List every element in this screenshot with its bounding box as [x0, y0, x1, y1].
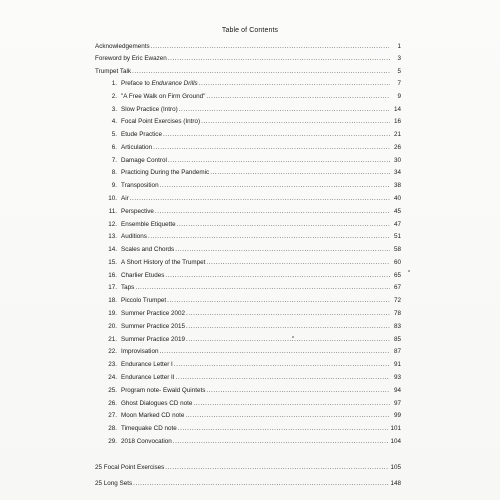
dot-leader [176, 373, 390, 383]
page-number: 60 [393, 259, 401, 266]
dot-leader [173, 437, 390, 447]
dot-leader [206, 386, 390, 396]
dot-leader [135, 283, 390, 293]
entry-title: Summer Practice 2002 [121, 310, 186, 317]
entry-title: A Short History of the Trumpet [121, 259, 206, 266]
page-number: 26 [393, 144, 401, 151]
page-number: 93 [393, 374, 401, 381]
toc-entry-chapter[interactable] [99, 335, 401, 345]
entry-number: 8. [111, 169, 117, 176]
entry-title: Charlier Etudes [121, 272, 165, 279]
dot-leader [148, 232, 390, 242]
toc-entry-chapter[interactable] [99, 322, 401, 332]
entry-title: Summer Practice 2019 [121, 336, 186, 343]
entry-title: Moon Marked CD note [121, 412, 185, 419]
toc-entry-chapter[interactable] [99, 232, 401, 242]
page-number: 148 [390, 480, 401, 487]
page-number: 5 [397, 68, 401, 75]
entry-title: 25 Focal Point Exercises [95, 464, 165, 471]
dot-leader [179, 105, 390, 115]
toc-entry-front[interactable] [95, 54, 401, 64]
toc-entry-chapter[interactable] [99, 207, 401, 217]
entry-title: 2018 Convocation [121, 438, 172, 445]
dot-leader [177, 220, 390, 230]
entry-number: 4. [111, 118, 117, 125]
dot-leader [168, 54, 390, 64]
entry-number: 27. [108, 412, 117, 419]
dot-leader [186, 335, 390, 345]
toc-entry-chapter[interactable] [99, 399, 401, 409]
page-number: 30 [393, 157, 401, 164]
page-number: 72 [393, 297, 401, 304]
page-number: 40 [393, 195, 401, 202]
entry-number: 22. [108, 348, 117, 355]
entry-title: Articulation [121, 144, 153, 151]
toc-entry-chapter[interactable] [99, 245, 401, 255]
entry-number: 6. [111, 144, 117, 151]
toc-entry-chapter[interactable] [99, 92, 401, 102]
toc-entry-chapter[interactable] [99, 143, 401, 153]
page-number: 34 [393, 169, 401, 176]
entry-title: Auditions [121, 233, 147, 240]
entry-number: 26. [108, 400, 117, 407]
page-number: 47 [393, 221, 401, 228]
entry-title: Etude Practice [121, 131, 162, 138]
entry-title: Focal Point Exercises (Intro) [121, 118, 201, 125]
dot-leader [159, 347, 390, 357]
toc-entry-chapter[interactable] [99, 130, 401, 140]
page-number: 45 [393, 208, 401, 215]
toc-entry-front[interactable] [95, 42, 401, 52]
entry-number: 29. [108, 438, 117, 445]
toc-entry-chapter[interactable] [99, 181, 401, 191]
entry-number: 25. [108, 387, 117, 394]
toc-entry-front[interactable] [95, 67, 401, 77]
toc-entry-chapter[interactable] [99, 194, 401, 204]
toc-entry-chapter[interactable] [99, 437, 401, 447]
scan-speck [408, 270, 410, 272]
entry-title: Slow Practice (Intro) [121, 106, 178, 113]
dot-leader [155, 207, 390, 217]
entry-title: 25 Long Sets [95, 480, 133, 487]
dot-leader [210, 168, 390, 178]
dot-leader [151, 42, 390, 52]
dot-leader [160, 181, 390, 191]
entry-title: Taps [121, 284, 135, 291]
entry-title: Foreword by Eric Ewazen [95, 55, 167, 62]
entry-title: Ensemble Etiquette [121, 221, 176, 228]
toc-entry-chapter[interactable] [99, 105, 401, 115]
page-title: Table of Contents [221, 27, 279, 34]
entry-title: Preface to Endurance Drills [121, 80, 198, 87]
dot-leader [199, 79, 390, 89]
toc-entry-chapter[interactable] [99, 168, 401, 178]
page-number: 105 [390, 464, 401, 471]
toc-entry-chapter[interactable] [99, 309, 401, 319]
toc-entry-chapter[interactable] [99, 117, 401, 127]
page-number: 101 [390, 425, 401, 432]
dot-leader [178, 424, 390, 434]
entry-number: 17. [108, 284, 117, 291]
toc-entry-chapter[interactable] [99, 283, 401, 293]
dot-leader [206, 258, 390, 268]
toc-entry-chapter[interactable] [99, 271, 401, 281]
dot-leader [153, 143, 390, 153]
dot-leader [167, 296, 390, 306]
entry-title: Transposition [121, 182, 159, 189]
entry-number: 18. [108, 297, 117, 304]
page-number: 51 [393, 233, 401, 240]
dot-leader [186, 309, 390, 319]
page-number: 14 [393, 106, 401, 113]
toc-entry-back[interactable] [95, 463, 401, 473]
dot-leader [193, 399, 390, 409]
page-number: 91 [393, 361, 401, 368]
toc-entry-chapter[interactable] [99, 360, 401, 370]
toc-entry-chapter[interactable] [99, 220, 401, 230]
toc-entry-chapter[interactable] [99, 79, 401, 89]
page-number: 3 [397, 55, 401, 62]
entry-title: Perspective [121, 208, 154, 215]
dot-leader [185, 411, 390, 421]
entry-title: Trumpet Talk [95, 68, 132, 75]
toc-entry-back[interactable] [95, 479, 401, 489]
dot-leader [206, 92, 390, 102]
page-number: 104 [390, 438, 401, 445]
dot-leader [165, 463, 389, 473]
scan-speck [292, 336, 294, 338]
entry-number: 19. [108, 310, 117, 317]
entry-number: 16. [108, 272, 117, 279]
entry-title: Timequake CD note [121, 425, 177, 432]
entry-number: 9. [111, 182, 117, 189]
page-number: 58 [393, 246, 401, 253]
entry-number: 7. [111, 157, 117, 164]
page-number: 9 [397, 93, 401, 100]
entry-title: "A Free Walk on Firm Ground" [121, 93, 206, 100]
entry-number: 28. [108, 425, 117, 432]
entry-number: 3. [111, 106, 117, 113]
entry-title: Piccolo Trumpet [121, 297, 167, 304]
toc-entry-chapter[interactable] [99, 424, 401, 434]
page-number: 78 [393, 310, 401, 317]
toc-entry-chapter[interactable] [99, 156, 401, 166]
entry-number: 24. [108, 374, 117, 381]
toc-entry-chapter[interactable] [99, 411, 401, 421]
page-number: 83 [393, 323, 401, 330]
dot-leader [132, 67, 390, 77]
page-number: 97 [393, 400, 401, 407]
entry-number: 20. [108, 323, 117, 330]
entry-number: 23. [108, 361, 117, 368]
page-number: 85 [393, 336, 401, 343]
dot-leader [133, 479, 389, 489]
entry-title: Improvisation [121, 348, 159, 355]
entry-number: 11. [108, 208, 117, 215]
entry-title: Summer Practice 2015 [121, 323, 186, 330]
dot-leader [186, 322, 390, 332]
dot-leader [165, 271, 390, 281]
page-number: 1 [397, 43, 401, 50]
page-number: 87 [393, 348, 401, 355]
toc-entry-chapter[interactable] [99, 258, 401, 268]
entry-number: 12. [108, 221, 117, 228]
entry-title: Scales and Chords [121, 246, 175, 253]
entry-number: 5. [111, 131, 117, 138]
entry-title: Acknowledgements [95, 43, 150, 50]
entry-title: Endurance Letter II [121, 374, 175, 381]
page-number: 67 [393, 284, 401, 291]
toc-entry-chapter[interactable] [99, 386, 401, 396]
page-number: 21 [393, 131, 401, 138]
entry-number: 21. [108, 336, 117, 343]
entry-title: Damage Control [121, 157, 167, 164]
page-number: 99 [393, 412, 401, 419]
dot-leader [201, 117, 390, 127]
entry-title: Endurance Letter I [121, 361, 173, 368]
entry-title: Program note- Ewald Quintets [121, 387, 206, 394]
toc-entry-chapter[interactable] [99, 347, 401, 357]
toc-entry-chapter[interactable] [99, 373, 401, 383]
page-number: 94 [393, 387, 401, 394]
entry-number: 2. [111, 93, 117, 100]
entry-title: Ghost Dialogues CD note [121, 400, 193, 407]
entry-number: 15. [108, 259, 117, 266]
dot-leader [130, 194, 390, 204]
page-number: 65 [393, 272, 401, 279]
entry-number: 13. [108, 233, 117, 240]
entry-number: 10. [108, 195, 117, 202]
page-number: 16 [393, 118, 401, 125]
dot-leader [174, 360, 390, 370]
entry-title: Practicing During the Pandemic [121, 169, 210, 176]
toc-entry-chapter[interactable] [99, 296, 401, 306]
entry-title: Air [121, 195, 129, 202]
dot-leader [175, 245, 390, 255]
entry-number: 1. [111, 80, 117, 87]
dot-leader [168, 156, 390, 166]
page-number: 38 [393, 182, 401, 189]
entry-number: 14. [108, 246, 117, 253]
dot-leader [163, 130, 390, 140]
page-number: 7 [397, 80, 401, 87]
